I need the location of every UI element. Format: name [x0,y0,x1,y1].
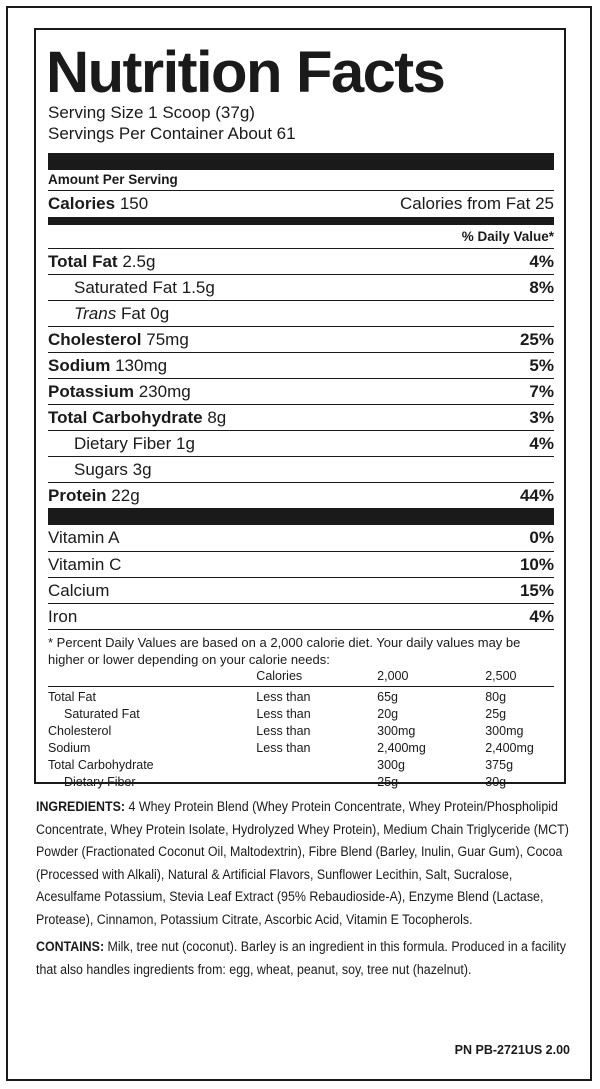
amount-per-serving: Amount Per Serving [48,172,178,187]
ingredients-label: INGREDIENTS: [36,799,126,814]
contains-label: CONTAINS: [36,939,105,954]
table-row: Sodium Less than 2,400mg 2,400mg [48,741,534,755]
table-row: Total Fat Less than 65g 80g [48,690,507,704]
daily-value-table [48,668,554,791]
vitamin-row-c: Vitamin C 10% [48,551,554,577]
nutrition-facts-panel [34,28,566,789]
nutrition-facts-title: Nutrition Facts [46,40,445,105]
table-row: Total Carbohydrate 300g 375g [48,758,514,772]
table-header-row: Calories 2,000 2,500 [48,668,554,687]
calories-row [48,190,554,217]
contains-text: Milk, tree nut (coconut). Barley is an ingredient in this formula. Produced in a facility that also handles ingredients from: egg, wheat, peanut, soy, tree nut (hazelnut). [36,939,566,977]
calories-label: Calories [48,194,116,213]
contains-block [36,936,570,981]
part-number: PN PB-2721US 2.00 [454,1043,570,1057]
ingredients-text: 4 Whey Protein Blend (Whey Protein Concentrate, Whey Protein/Phospholipid Concentrate, Whey Protein Isolate, Hydrolyzed Whey Protein), Medium Chain Triglyceride (MCT) Powder (Fractionated Coconut Oil, Maltodextrin), Fibre Blend (Barley, Inulin, Guar Gum), Cocoa (Processed with Alkali), Natural & Artificial Flavors, Sunflower Lecithin, Salt, Sucralose, Acesulfame Potassium, Stevia Leaf Extract (95% Rebaudioside-A), Enzyme Blend (Lactase, Protease), Cinnamon, Potassium Citrate, Ascorbic Acid, Vitamin E Tocopherols. [36,799,569,927]
ingredients-block [36,796,570,932]
nutrient-row-potassium: Potassium 230mg 7% [48,378,554,404]
nutrient-row-total-fat: Total Fat 2.5g 4% [48,248,554,274]
daily-value-header: % Daily Value* [461,229,554,244]
medium-divider [48,217,554,225]
serving-size: Serving Size 1 Scoop (37g) [48,103,255,122]
nutrient-row-trans-fat: Trans Fat 0g [48,300,554,326]
daily-value-footnote: * Percent Daily Values are based on a 2,000 calorie diet. Your daily values may be higher or lower depending on your calorie needs: [48,635,521,667]
thick-divider-vitamins [48,508,554,525]
table-row: Cholesterol Less than 300mg 300mg [48,724,524,738]
table-row: Saturated Fat Less than 20g 25g [64,707,507,721]
nutrient-row-sugars: Sugars 3g [48,456,554,482]
calories-value: 150 [119,194,149,213]
nutrient-row-dietary-fiber: Dietary Fiber 1g 4% [48,430,554,456]
table-row: Dietary Fiber 25g 30g [64,775,507,789]
nutrient-row-sodium: Sodium 130mg 5% [48,352,554,378]
thick-divider [48,153,554,170]
vitamin-row-calcium: Calcium 15% [48,577,554,603]
vitamin-row-iron: Iron 4% [48,603,554,629]
servings-per-container: Servings Per Container About 61 [48,124,296,143]
vitamin-row-a: Vitamin A 0% [48,528,554,547]
nutrient-row-protein: Protein 22g 44% [48,482,554,508]
calories-from-fat: Calories from Fat 25 [400,194,554,213]
nutrient-row-cholesterol: Cholesterol 75mg 25% [48,326,554,352]
nutrient-row-saturated-fat: Saturated Fat 1.5g 8% [48,274,554,300]
nutrient-row-total-carbohydrate: Total Carbohydrate 8g 3% [48,404,554,430]
